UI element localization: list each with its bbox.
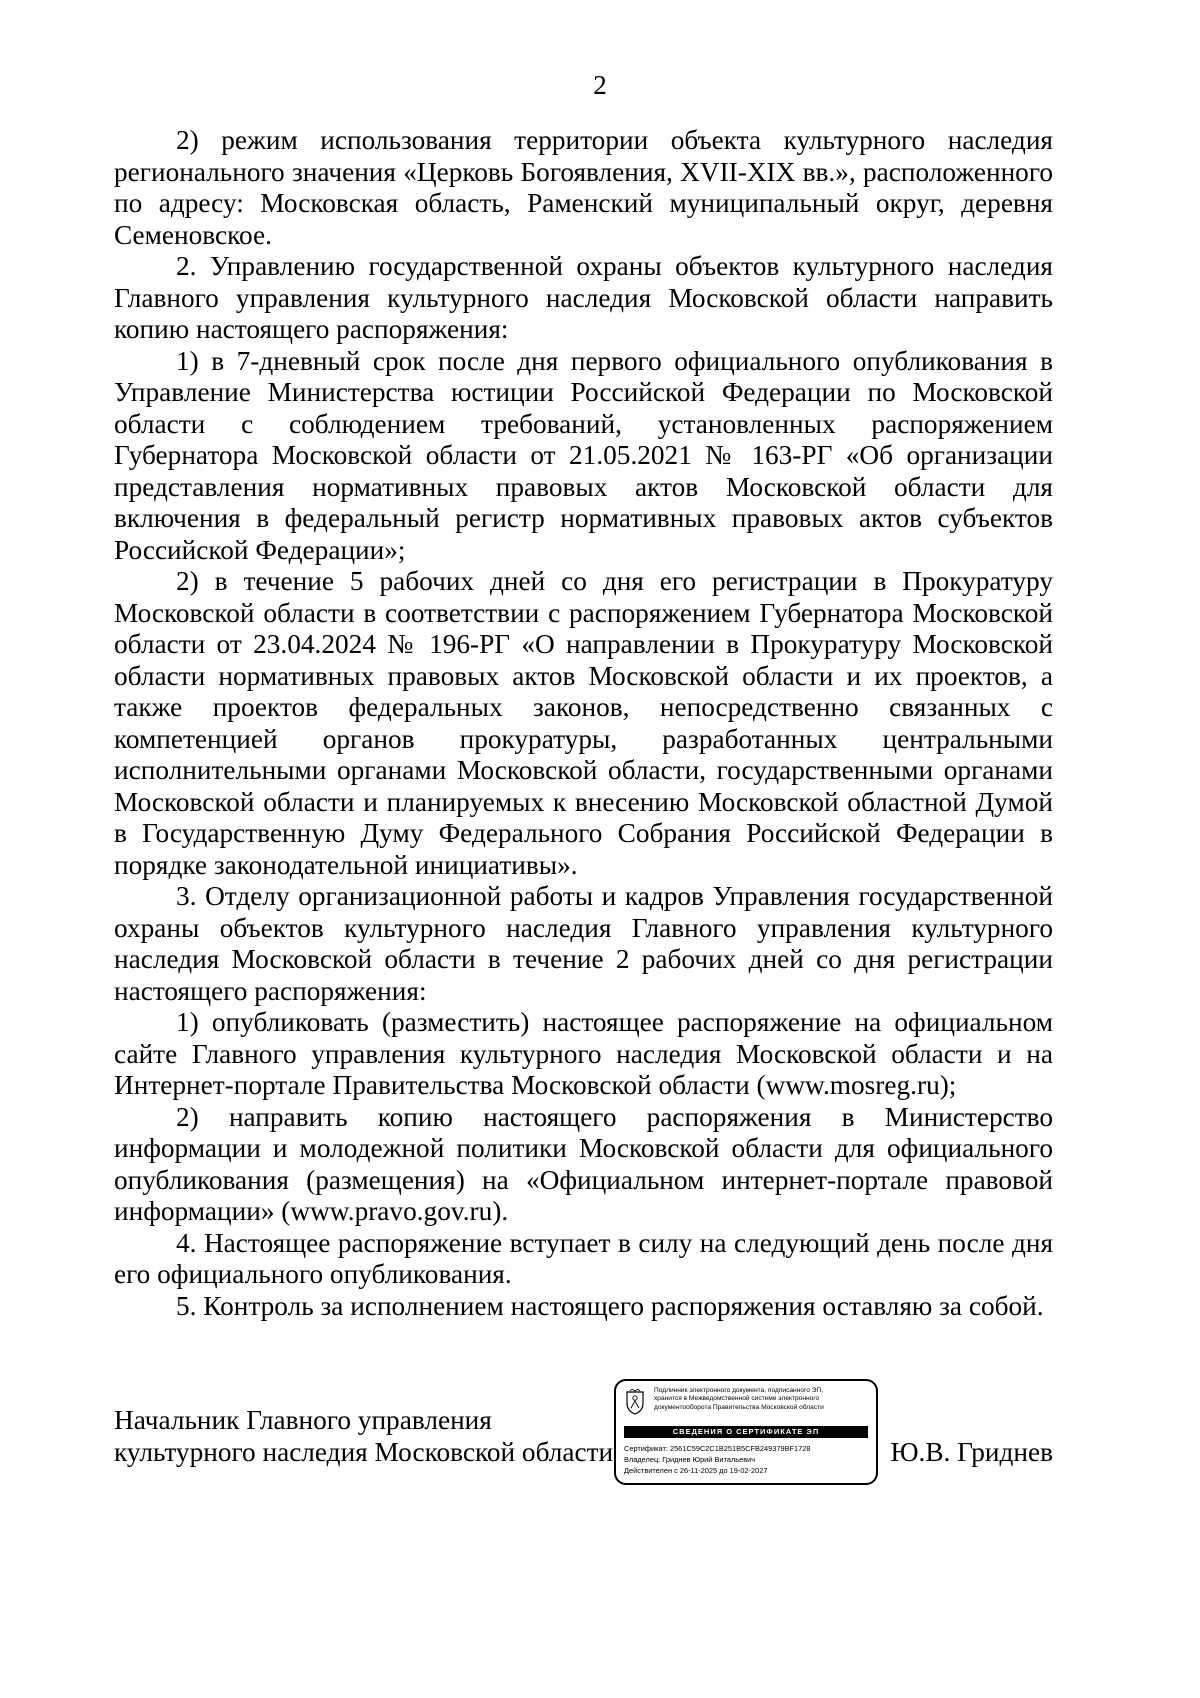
paragraph-clause-3: 3. Отделу организационной работы и кадров Управления государственной охраны объектов культурного наследия Главного управления культурного наследия Московской области в течение 2 рабочих дней со дня регистрации настоящего распоряжения: [114, 881, 1053, 1006]
stamp-certificate-header: СВЕДЕНИЯ О СЕРТИФИКАТЕ ЭП [624, 1426, 868, 1438]
stamp-notice [654, 1387, 874, 1412]
page-number: 2 [593, 70, 607, 100]
document-body [114, 125, 1053, 1322]
moscow-oblast-coat-of-arms-icon [624, 1389, 646, 1415]
signatory-name: Ю.В. Гриднев [890, 1437, 1053, 1467]
stamp-certificate-details [624, 1443, 872, 1476]
paragraph-clause-3-item-2: 2) направить копию настоящего распоряжения в Министерство информации и молодежной политики Московской области для официального опубликования (размещения) на «Официальном интернет-портале правовой информации» (www.pravo.gov.ru). [114, 1101, 1053, 1226]
paragraph-clause-3-item-1: 1) опубликовать (разместить) настоящее распоряжение на официальном сайте Главного управления культурного наследия Московской области и на Интернет-портале Правительства Московской области (www.mosreg.ru); [114, 1007, 1053, 1100]
electronic-signature-stamp [614, 1379, 878, 1485]
paragraph-clause-2-item-1: 1) в 7-дневный срок после дня первого официального опубликования в Управление Министерства юстиции Российской Федерации по Московской области с соблюдением требований, установленных распоряжением Губернатора Московской области от 21.05.2021 № 163-РГ «Об организации представления нормативных правовых актов Московской области для включения в федеральный регистр нормативных правовых актов субъектов Российской Федерации»; [114, 345, 1053, 565]
paragraph-clause-2: 2. Управлению государственной охраны объектов культурного наследия Главного управления культурного наследия Московской области направить копию настоящего распоряжения: [114, 251, 1053, 344]
stamp-notice-line-3: документооборота Правительства Московской области [654, 1403, 824, 1411]
signatory-position-line-1: Начальник Главного управления [114, 1405, 492, 1435]
signatory-position [114, 1405, 634, 1468]
signatory-position-line-2: культурного наследия Московской области [114, 1436, 614, 1467]
stamp-notice-line-1: Подлинник электронного документа, подписанного ЭП, [654, 1387, 824, 1394]
stamp-notice-line-2: хранится в Межведомственной системе электронного [654, 1395, 820, 1403]
paragraph-clause-4: 4. Настоящее распоряжение вступает в силу на следующий день после дня его официального опубликования. [114, 1227, 1053, 1289]
stamp-certificate-number: Сертификат: 2561C59C2C1B251B5CFB249379BF1728 [624, 1444, 811, 1453]
stamp-certificate-owner: Владелец: Гриднев Юрий Витальевич [624, 1455, 756, 1464]
paragraph-clause-5: 5. Контроль за исполнением настоящего распоряжения оставляю за собой. [176, 1290, 1044, 1321]
signature-block [114, 1405, 1053, 1525]
paragraph-item-2-regime: 2) режим использования территории объекта культурного наследия регионального значения «Церковь Богоявления, XVII-XIX вв.», расположенного по адресу: Московская область, Раменский муниципальный округ, деревня Семеновское. [114, 125, 1053, 250]
stamp-certificate-validity: Действителен с 26-11-2025 до 19-02-2027 [624, 1466, 768, 1475]
paragraph-clause-2-item-2: 2) в течение 5 рабочих дней со дня его регистрации в Прокуратуру Московской области в соответствии с распоряжением Губернатора Московской области от 23.04.2024 № 196-РГ «О направлении в Прокуратуру Московской области нормативных правовых актов Московской области и их проектов, а также проектов федеральных законов, непосредственно связанных с компетенцией органов прокуратуры, разработанных центральными исполнительными органами Московской области, государственными органами Московской области и планируемых к внесению Московской областной Думой в Государственную Думу Федерального Собрания Российской Федерации в порядке законодательной инициативы». [114, 566, 1053, 880]
